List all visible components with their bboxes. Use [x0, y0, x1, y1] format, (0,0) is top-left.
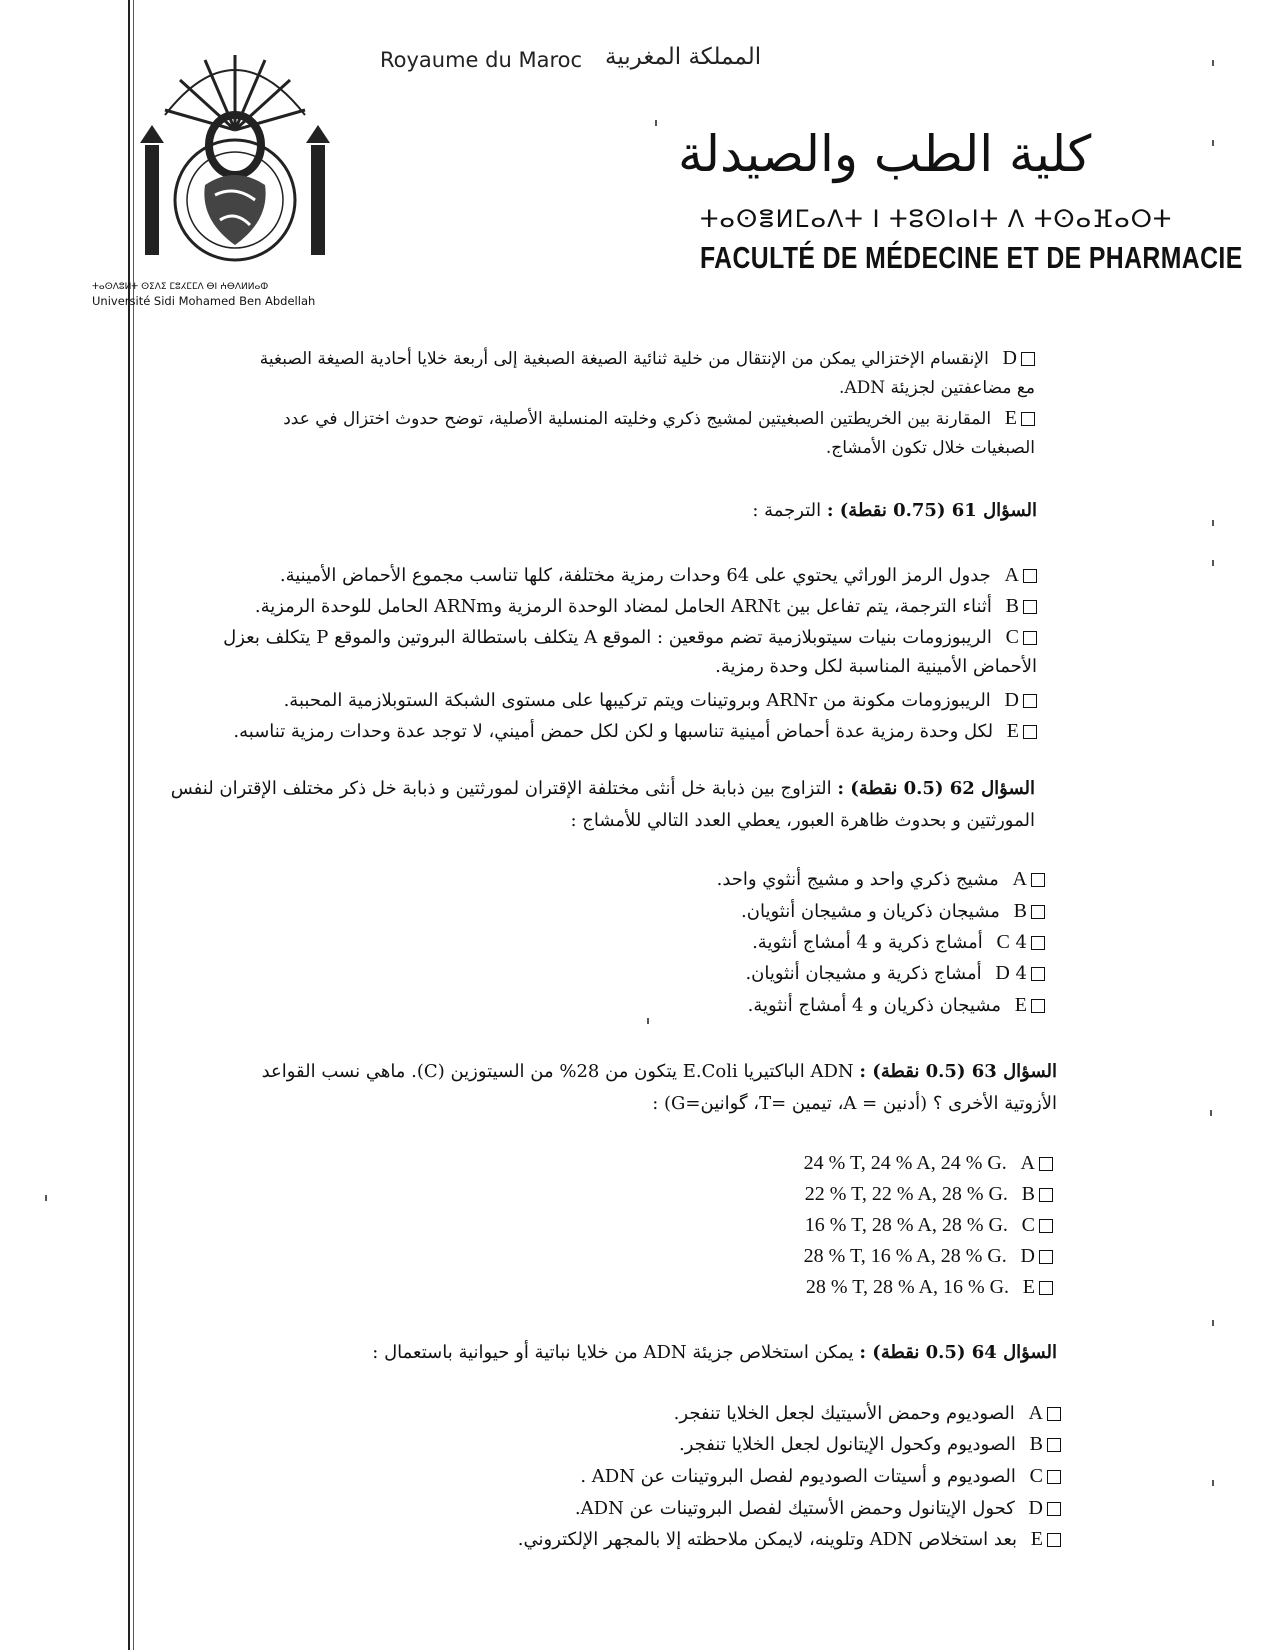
faculty-name-tifinagh: ⵜⴰⵙⴻⵍⵎⴰⴷⵜ ⵏ ⵜⵓⵙⵏⴰⵏⵜ ⴷ ⵜⵙⴰⴼⴰⵔⵜ [700, 205, 1173, 233]
university-name [92, 280, 315, 308]
scan-mark [1212, 560, 1214, 566]
q61-option-c-cont: الأحماض الأمينية المناسبة لكل وحدة رمزية. [715, 656, 1037, 677]
q64-option-a: A الصوديوم وحمض الأسيتيك لجعل الخلايا تنفجر. [674, 1398, 1061, 1429]
question-62-text: المورثتين و بحدوث ظاهرة العبور، يعطي العدد التالي للأمشاج : [570, 810, 1035, 831]
q63-option-b: 22 % T, 22 % A, 28 % G. B [805, 1179, 1053, 1210]
checkbox-e[interactable] [1039, 1281, 1053, 1295]
prev-option-d-cont: مع مضاعفتين لجزيئة ADN. [838, 378, 1035, 398]
margin-line [128, 0, 130, 1650]
university-crest-logo [135, 35, 335, 270]
prev-option-d: D الإنقسام الإختزالي يمكن من الإنتقال من خلية ثنائية الصيغة الصبغية إلى أربعة خلايا أحادية الصيغة الصبغية [260, 343, 1035, 374]
checkbox-e[interactable] [1023, 725, 1037, 739]
prev-option-e-cont: الصبغيات خلال تكون الأمشاج. [825, 438, 1035, 458]
checkbox-d[interactable] [1031, 967, 1045, 981]
q64-option-b: B الصوديوم وكحول الإيتانول لجعل الخلايا تنفجر. [679, 1429, 1061, 1460]
faculty-name-ar: كلية الطب والصيدلة [678, 125, 1092, 183]
scan-mark [1212, 520, 1214, 526]
q62-option-b: B مشيجان ذكريان و مشيجان أنثويان. [741, 896, 1045, 927]
checkbox-d[interactable] [1023, 694, 1037, 708]
q61-option-d: D الريبوزومات مكونة من ARNr وبروتينات ويتم تركيبها على مستوى الشبكة الستوبلازمية المحببة. [284, 685, 1037, 716]
q64-option-e: E بعد استخلاص ADN وتلوينه، لايمكن ملاحظته إلا بالمجهر الإلكتروني. [518, 1524, 1061, 1555]
checkbox-b[interactable] [1039, 1188, 1053, 1202]
checkbox-b[interactable] [1047, 1438, 1061, 1452]
checkbox-c[interactable] [1047, 1470, 1061, 1484]
question-63-text: الأزوتية الأخرى ؟ (أدنين = A، تيمين =T، گوانين=G) : [652, 1093, 1057, 1114]
q62-option-a: A مشيج ذكري واحد و مشيج أنثوي واحد. [717, 864, 1045, 895]
scan-mark [647, 1018, 649, 1024]
q61-option-e: E لكل وحدة رمزية عدة أحماض أمينية تناسبها و لكن لكل حمض أميني، لا توجد عدة وحدات رمزية تناسبه. [233, 716, 1037, 747]
q61-option-c: C الريبوزومات بنيات سيتوبلازمية تضم موقعين : الموقع A يتكلف باستطالة البروتين والموقع P يتكلف بعزل [223, 622, 1037, 653]
university-name-fr: Université Sidi Mohamed Ben Abdellah [92, 294, 316, 308]
option-text: المقارنة بين الخريطتين الصبغيتين لمشيج ذكري وخليته المنسلية الأصلية، توضح حدوث اختزال في عدد [283, 409, 992, 429]
checkbox-d[interactable] [1047, 1502, 1061, 1516]
q63-option-e: 28 % T, 28 % A, 16 % G. E [806, 1272, 1053, 1303]
q63-option-d: 28 % T, 16 % A, 28 % G. D [804, 1241, 1053, 1272]
q63-option-c: 16 % T, 28 % A, 28 % G. C [805, 1210, 1053, 1241]
q64-option-d: D كحول الإيتانول وحمض الأستيك لفصل البروتينات عن ADN. [575, 1493, 1061, 1524]
checkbox-e[interactable] [1021, 412, 1035, 426]
checkbox-c[interactable] [1023, 631, 1037, 645]
faculty-name-fr: FACULTÉ DE MÉDECINE ET DE PHARMACIE [700, 240, 1243, 275]
checkbox-e[interactable] [1031, 999, 1045, 1013]
checkbox-a[interactable] [1047, 1407, 1061, 1421]
question-62-title: السؤال 62 (0.5 نقطة) : التزاوج بين ذبابة خل أنثى مختلفة الإقتران لمورثتين و ذبابة خل ذكر مختلف الإقتران لنفس [170, 778, 1035, 799]
checkbox-b[interactable] [1023, 600, 1037, 614]
checkbox-a[interactable] [1031, 873, 1045, 887]
scan-mark [1212, 60, 1214, 66]
scan-mark [655, 120, 657, 126]
royaume-label-ar: المملكة المغربية [605, 44, 762, 70]
q64-option-c: C الصوديوم و أسيتات الصوديوم لفصل البروتينات عن ADN . [580, 1461, 1061, 1492]
q63-option-a: 24 % T, 24 % A, 24 % G. A [804, 1148, 1053, 1179]
checkbox-a[interactable] [1039, 1157, 1053, 1171]
checkbox-e[interactable] [1047, 1533, 1061, 1547]
scan-mark [1212, 1320, 1214, 1326]
scan-mark [1212, 1480, 1214, 1486]
royaume-label: Royaume du Maroc [380, 48, 583, 72]
q61-option-b: B أثناء الترجمة، يتم تفاعل بين ARNt الحامل لمضاد الوحدة الرمزية وARNm الحامل للوحدة الرمزية. [255, 591, 1037, 622]
margin-line-2 [133, 0, 134, 1650]
q62-option-c: C 4 أمشاج ذكرية و 4 أمشاج أنثوية. [752, 927, 1045, 958]
q62-option-d: D 4 أمشاج ذكرية و مشيجان أنثويان. [745, 958, 1045, 989]
checkbox-d[interactable] [1039, 1250, 1053, 1264]
question-64-title: السؤال 64 (0.5 نقطة) : يمكن استخلاص جزيئة ADN من خلايا نباتية أو حيوانية باستعمال : [372, 1342, 1057, 1363]
checkbox-c[interactable] [1031, 936, 1045, 950]
question-61-title: السؤال 61 (0.75 نقطة) : الترجمة : [752, 500, 1037, 521]
checkbox-a[interactable] [1023, 569, 1037, 583]
scan-mark [1210, 1110, 1212, 1116]
option-text: الإنقسام الإختزالي يمكن من الإنتقال من خلية ثنائية الصيغة الصبغية إلى أربعة خلايا أحادية الصيغة الصبغية [259, 349, 989, 369]
checkbox-d[interactable] [1021, 352, 1035, 366]
q62-option-e: E مشيجان ذكريان و 4 أمشاج أنثوية. [748, 990, 1045, 1021]
checkbox-c[interactable] [1039, 1219, 1053, 1233]
question-63-title: السؤال 63 (0.5 نقطة) : ADN الباكتيريا E.Coli يتكون من 28% من السيتوزين (C). ماهي نسب القواعد [261, 1061, 1057, 1082]
university-name-tifinagh: ⵜⴰⵙⴷⵓⵍⵜ ⵙⵉⴷⵉ ⵎⵓⵃⵎⵎⴷ ⴱⵏ ⵄⴱⴷⵍⵍⴰⵀ [92, 282, 269, 292]
q61-option-a: A جدول الرمز الوراثي يحتوي على 64 وحدات رمزية مختلفة، كلها تناسب مجموع الأحماض الأمينية. [280, 560, 1037, 591]
prev-option-e: E المقارنة بين الخريطتين الصبغيتين لمشيج ذكري وخليته المنسلية الأصلية، توضح حدوث اختزال في عدد [283, 403, 1035, 434]
scan-mark [1212, 140, 1214, 146]
scan-mark [45, 1195, 47, 1201]
checkbox-b[interactable] [1031, 905, 1045, 919]
